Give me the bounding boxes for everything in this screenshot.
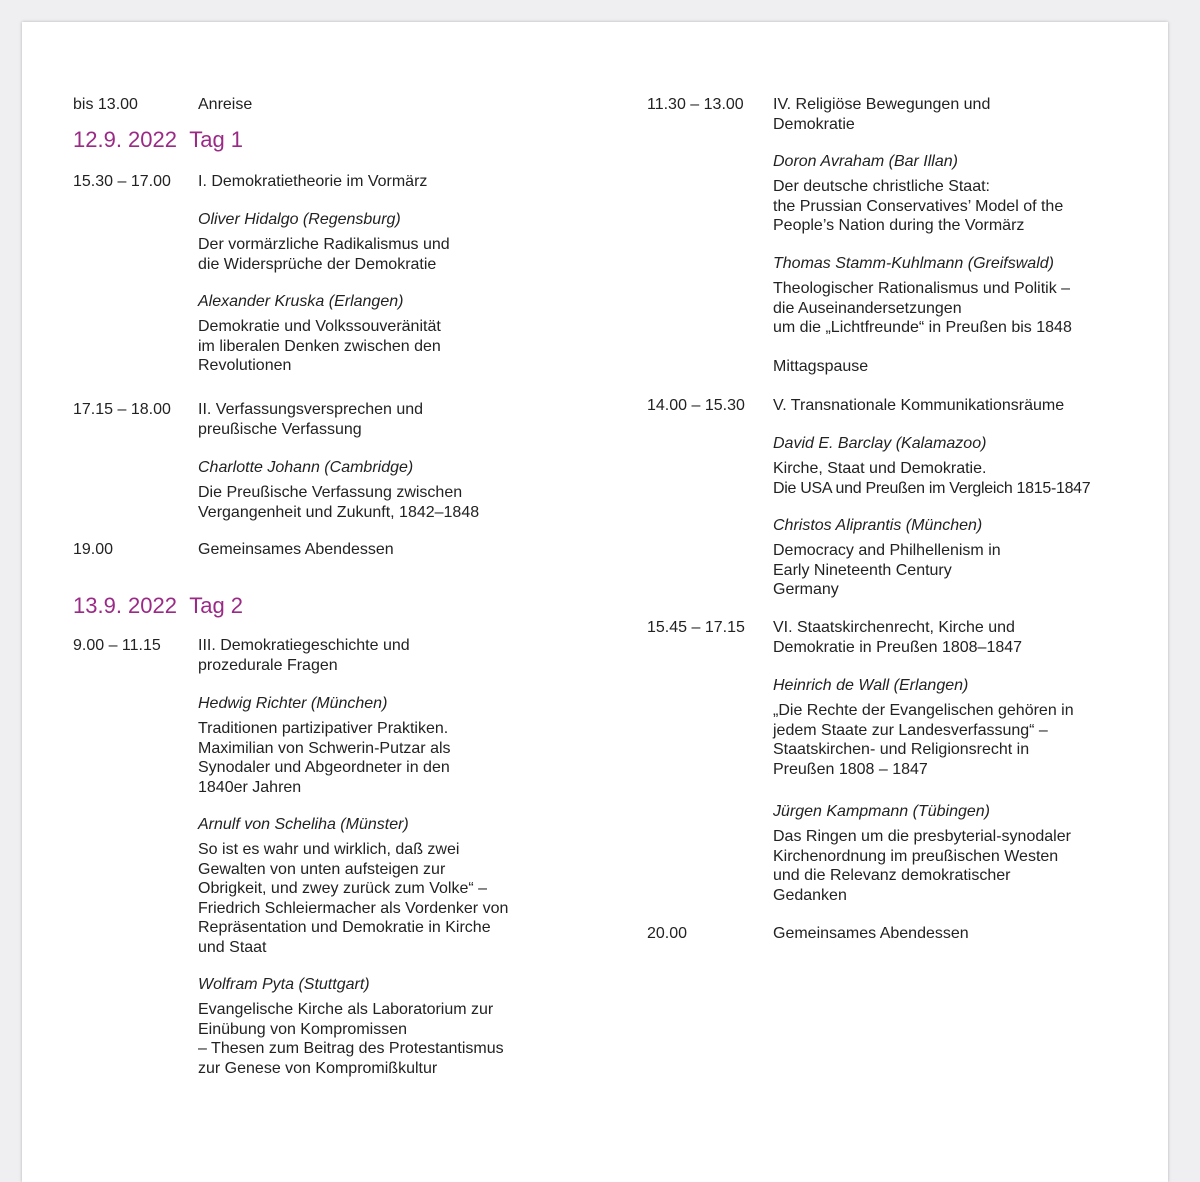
day1-heading	[73, 127, 243, 153]
session-3-title	[198, 636, 410, 675]
talk-title-line: Staatskirchen- und Religionsrecht in	[773, 741, 1030, 758]
day2-label: Tag 2	[189, 593, 244, 618]
talk-title-line: Die Preußische Verfassung zwischen	[198, 484, 463, 501]
talk-title	[773, 701, 1074, 779]
talk-title	[198, 1000, 504, 1078]
talk-title-line: Maximilian von Schwerin-Putzar als	[198, 739, 451, 757]
talk-title	[198, 840, 508, 957]
talk-title-line: im liberalen Denken zwischen den	[198, 337, 441, 355]
session-1-time: 15.30 – 17.00	[73, 173, 171, 190]
talk-title	[198, 483, 479, 522]
talk-title-line: Traditionen partizipativer Praktiken.	[198, 720, 449, 737]
talk-title-line: Repräsentation und Demokratie in Kirche	[198, 919, 491, 936]
session-6-time: 15.45 – 17.15	[647, 619, 745, 636]
talk-speaker: Arnulf von Scheliha (Münster)	[198, 816, 409, 833]
day1-label: Tag 1	[189, 127, 244, 152]
session-title-line: IV. Religiöse Bewegungen und	[773, 96, 991, 113]
day2-date: 13.9. 2022	[73, 593, 177, 618]
talk-title-line: Synodaler und Abgeordneter in den	[198, 759, 450, 776]
session-5-title: V. Transnationale Kommunikationsräume	[773, 397, 1065, 414]
talk-title-line: Einübung von Kompromissen	[198, 1020, 408, 1038]
talk-speaker: David E. Barclay (Kalamazoo)	[773, 435, 987, 452]
talk-title-line: People’s Nation during the Vormärz	[773, 217, 1025, 234]
talk-title-line: Die USA und Preußen im Vergleich 1815-1847	[773, 479, 1091, 497]
arrival-time: bis 13.00	[73, 96, 138, 113]
talk-speaker: Wolfram Pyta (Stuttgart)	[198, 976, 370, 993]
program-page	[22, 22, 1168, 1182]
talk-title-line: 1840er Jahren	[198, 778, 302, 796]
dinner2-label: Gemeinsames Abendessen	[773, 925, 969, 942]
talk-title-line: Kirche, Staat und Demokratie.	[773, 460, 987, 477]
talk-title-line: und Staat	[198, 938, 267, 956]
talk-title-line: Gedanken	[773, 886, 847, 904]
session-title-line: VI. Staatskirchenrecht, Kirche und	[773, 619, 1015, 636]
dinner2-time: 20.00	[647, 925, 688, 942]
talk-title	[773, 541, 1001, 600]
session-4-title	[773, 95, 990, 134]
talk-title-line: Obrigkeit, und zwey zurück zum Volke“ –	[198, 880, 488, 897]
talk-title-line: Theologischer Rationalismus und Politik –	[773, 280, 1071, 297]
session-title-line: prozedurale Fragen	[198, 656, 338, 674]
arrival-label: Anreise	[198, 96, 253, 113]
talk-speaker: Oliver Hidalgo (Regensburg)	[198, 211, 401, 228]
session-6-title	[773, 618, 1022, 657]
talk-speaker: Christos Aliprantis (München)	[773, 517, 983, 534]
talk-speaker: Charlotte Johann (Cambridge)	[198, 459, 414, 476]
talk-title	[773, 279, 1072, 338]
talk-title-line: die Widersprüche der Demokratie	[198, 255, 437, 273]
talk-title-line: Friedrich Schleiermacher als Vordenker von	[198, 899, 509, 917]
talk-title-line: Democracy and Philhellenism in	[773, 542, 1001, 559]
talk-title	[198, 317, 470, 376]
session-title-line: III. Demokratiegeschichte und	[198, 637, 410, 654]
session-4-time: 11.30 – 13.00	[647, 96, 744, 113]
session-3-time: 9.00 – 11.15	[73, 637, 161, 654]
talk-title-line: zur Genese von Kompromißkultur	[198, 1059, 438, 1077]
session-title-line: II. Verfassungsversprechen und	[198, 401, 424, 418]
talk-title-line: Der deutsche christliche Staat:	[773, 178, 990, 195]
talk-title-line: Germany	[773, 581, 839, 598]
talk-title	[773, 827, 1071, 905]
talk-title-line: „Die Rechte der Evangelischen gehören in	[773, 702, 1074, 719]
session-title-line: preußische Verfassung	[198, 420, 362, 438]
talk-title-line: Der vormärzliche Radikalismus und	[198, 236, 450, 253]
session-title-line: Demokratie	[773, 115, 855, 133]
talk-speaker: Jürgen Kampmann (Tübingen)	[773, 803, 991, 820]
talk-title-line: So ist es wahr und wirklich, daß zwei	[198, 841, 460, 858]
talk-title-line: the Prussian Conservatives’ Model of the	[773, 197, 1064, 215]
talk-title	[773, 459, 1090, 498]
talk-speaker: Alexander Kruska (Erlangen)	[198, 293, 404, 310]
talk-speaker: Heinrich de Wall (Erlangen)	[773, 677, 969, 694]
session-2-time: 17.15 – 18.00	[73, 401, 171, 418]
session-title-line: Demokratie in Preußen 1808–1847	[773, 638, 1023, 656]
session-1-title: I. Demokratietheorie im Vormärz	[198, 173, 428, 190]
talk-title	[773, 177, 1063, 236]
talk-title-line: die Auseinandersetzungen	[773, 299, 962, 317]
talk-title-line: Revolutionen	[198, 357, 292, 374]
dinner1-time: 19.00	[73, 541, 114, 558]
talk-title-line: Preußen 1808 – 1847	[773, 760, 928, 778]
talk-title-line: Demokratie und Volkssouveränität	[198, 318, 441, 335]
talk-speaker: Thomas Stamm-Kuhlmann (Greifswald)	[773, 255, 1054, 272]
talk-title-line: – Thesen zum Beitrag des Protestantismus	[198, 1040, 504, 1057]
day2-heading	[73, 593, 243, 619]
lunch-break: Mittagspause	[773, 358, 869, 375]
talk-title-line: Kirchenordnung im preußischen Westen	[773, 847, 1059, 865]
talk-title-line: Vergangenheit und Zukunft, 1842–1848	[198, 503, 480, 521]
talk-title-line: um die „Lichtfreunde“ in Preußen bis 1848	[773, 319, 1072, 336]
day1-date: 12.9. 2022	[73, 127, 177, 152]
talk-title-line: Gewalten von unten aufsteigen zur	[198, 860, 446, 878]
talk-title-line: jedem Staate zur Landesverfassung“ –	[773, 721, 1048, 739]
talk-title-line: Early Nineteenth Century	[773, 561, 952, 579]
talk-speaker: Doron Avraham (Bar Illan)	[773, 153, 958, 170]
talk-title-line: und die Relevanz demokratischer	[773, 867, 1011, 884]
talk-title-line: Das Ringen um die presbyterial-synodaler	[773, 828, 1071, 845]
dinner1-label: Gemeinsames Abendessen	[198, 541, 394, 558]
talk-title	[198, 235, 450, 274]
talk-speaker: Hedwig Richter (München)	[198, 695, 388, 712]
talk-title	[198, 719, 484, 797]
session-2-title	[198, 400, 423, 439]
talk-title-line: Evangelische Kirche als Laboratorium zur	[198, 1001, 494, 1018]
session-5-time: 14.00 – 15.30	[647, 397, 745, 414]
